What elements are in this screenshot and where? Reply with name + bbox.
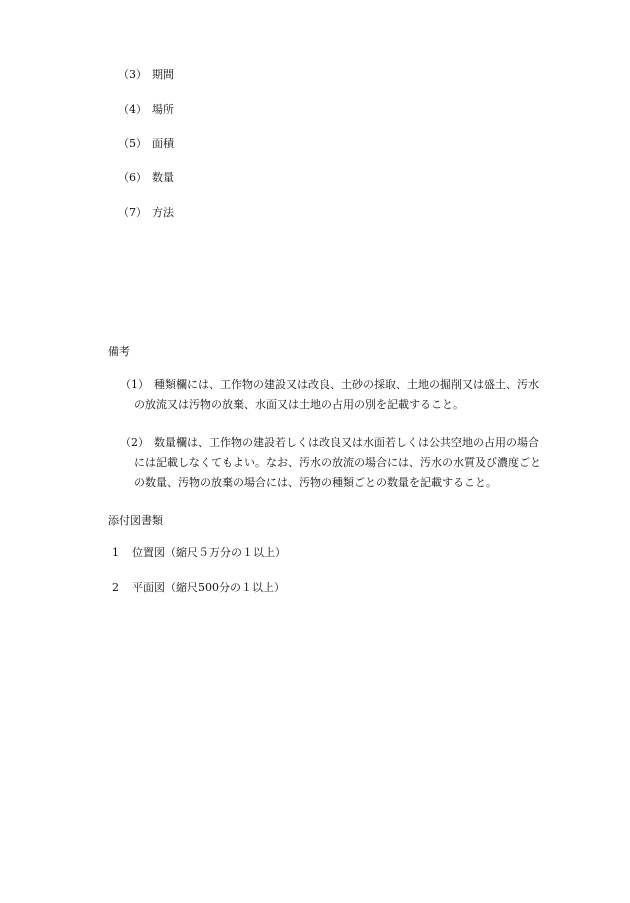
item-7 <box>118 206 174 220</box>
item-number: （6） <box>118 171 147 184</box>
note-text-line: の数量、汚物の放棄の場合には、汚物の種類ごとの数量を記載すること。 <box>134 476 497 489</box>
item-number: （4） <box>118 103 147 116</box>
item-label: 数量 <box>152 171 174 184</box>
attachment-text: 平面図（縮尺500分の１以上） <box>132 581 285 594</box>
note-number: （1） <box>120 378 149 391</box>
attachments-heading: 添付図書類 <box>108 514 163 527</box>
item-label: 期間 <box>152 68 174 81</box>
note-text-line: 種類欄には、工作物の建設又は改良、土砂の採取、土地の掘削又は盛土、汚水 <box>154 378 539 391</box>
remark-note-2 <box>120 433 541 493</box>
attachment-number: 1 <box>112 546 119 559</box>
attachment-2 <box>112 581 285 595</box>
item-number: （7） <box>118 206 147 219</box>
note-number: （2） <box>120 436 149 449</box>
item-3 <box>118 68 174 82</box>
note-text-line: には記載しなくてもよい。なお、汚水の放流の場合には、汚水の水質及び濃度ごと <box>134 456 541 469</box>
note-text-line: の放流又は汚物の放棄、水面又は土地の占用の別を記載すること。 <box>134 398 464 411</box>
item-number: （3） <box>118 68 147 81</box>
item-label: 場所 <box>152 103 174 116</box>
remarks-heading: 備考 <box>108 345 130 358</box>
item-5 <box>118 137 174 151</box>
attachment-number: 2 <box>112 581 119 594</box>
attachment-text: 位置図（縮尺５万分の１以上） <box>132 546 286 559</box>
item-6 <box>118 171 174 185</box>
item-number: （5） <box>118 137 147 150</box>
item-4 <box>118 103 174 117</box>
item-label: 方法 <box>152 206 174 219</box>
attachment-1 <box>112 546 286 560</box>
remark-note-1 <box>120 375 539 415</box>
note-text-line: 数量欄は、工作物の建設若しくは改良又は水面若しくは公共空地の占用の場合 <box>154 436 539 449</box>
item-label: 面積 <box>152 137 174 150</box>
